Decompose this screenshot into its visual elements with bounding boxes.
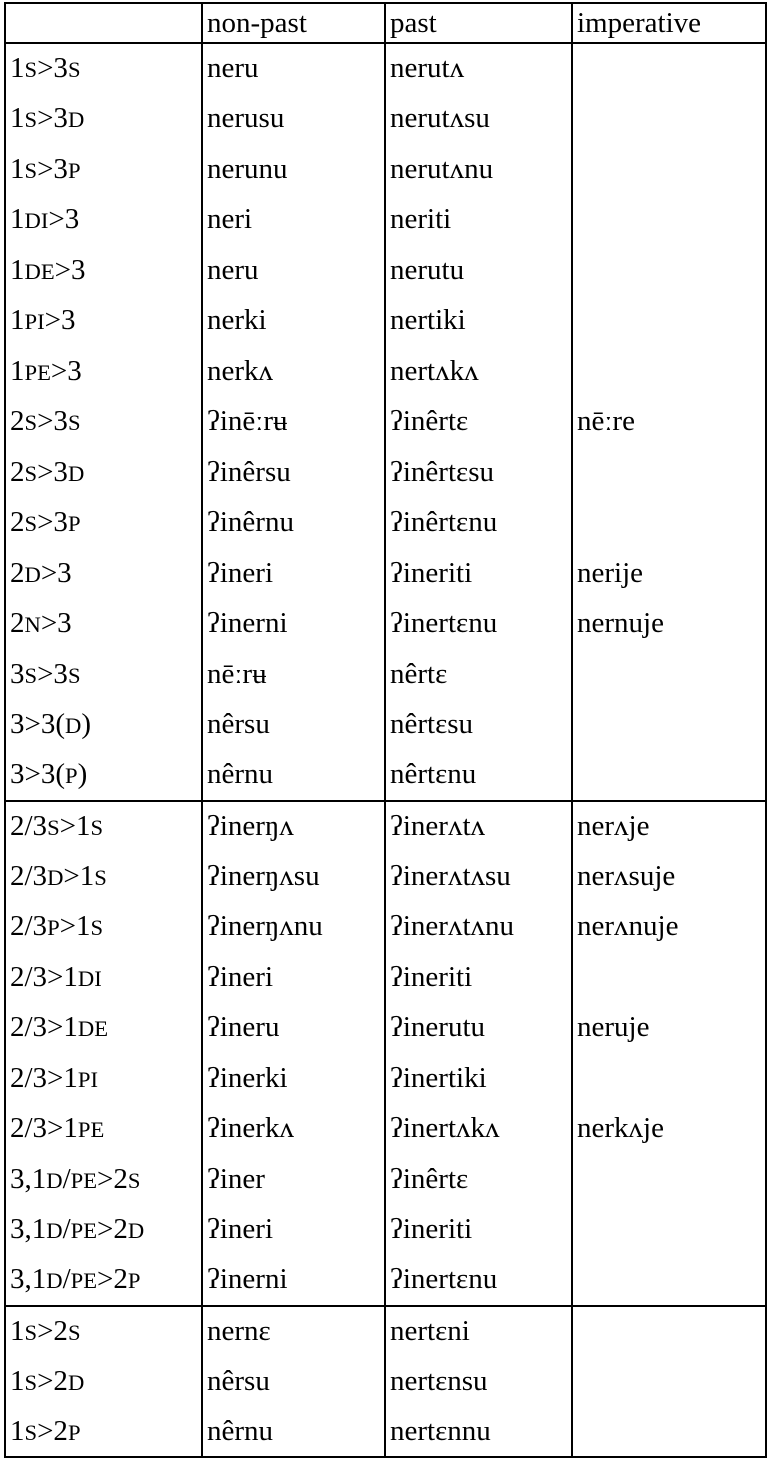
table-row (5, 94, 766, 145)
imperative-cell: nerkʌje (572, 1104, 766, 1155)
table-row (5, 801, 766, 852)
non-past-cell: nerkʌ (202, 346, 385, 397)
imperative-cell: nerije (572, 548, 766, 599)
header-non-past: non-past (202, 3, 385, 43)
table-row (5, 548, 766, 599)
person-cell: 1S>2D (5, 1356, 202, 1407)
non-past-cell: ʔinerŋʌ (202, 801, 385, 852)
table-row (5, 700, 766, 751)
imperative-cell (572, 1053, 766, 1104)
table-row (5, 952, 766, 1003)
non-past-cell: ʔinēːrʉ (202, 397, 385, 448)
non-past-cell: nerki (202, 296, 385, 347)
table-row (5, 296, 766, 347)
past-cell: nêrtɛsu (385, 700, 572, 751)
non-past-cell: ʔinerŋʌnu (202, 902, 385, 953)
person-cell: 3>3(P) (5, 750, 202, 801)
table-row (5, 346, 766, 397)
past-cell: ʔinêrtɛ (385, 1154, 572, 1205)
imperative-cell: nernuje (572, 599, 766, 650)
past-cell: ʔineriti (385, 1205, 572, 1256)
person-cell: 1S>3P (5, 144, 202, 195)
imperative-cell (572, 296, 766, 347)
past-cell: nerutʌ (385, 43, 572, 94)
imperative-cell: nerʌje (572, 801, 766, 852)
non-past-cell: nêrnu (202, 1407, 385, 1458)
non-past-cell: nêrsu (202, 1356, 385, 1407)
imperative-cell (572, 144, 766, 195)
past-cell: ʔineriti (385, 952, 572, 1003)
table-row (5, 750, 766, 801)
table-row (5, 1407, 766, 1458)
table-row (5, 1356, 766, 1407)
past-cell: nêrtɛnu (385, 750, 572, 801)
person-cell: 1S>2P (5, 1407, 202, 1458)
non-past-cell: ʔinerkʌ (202, 1104, 385, 1155)
person-cell: 3S>3S (5, 649, 202, 700)
table-row (5, 599, 766, 650)
person-cell: 1S>2S (5, 1306, 202, 1357)
table-row (5, 397, 766, 448)
imperative-cell (572, 94, 766, 145)
past-cell: nerutu (385, 245, 572, 296)
table-row (5, 851, 766, 902)
table-row (5, 498, 766, 549)
person-cell: 1S>3S (5, 43, 202, 94)
past-cell: ʔinerʌtʌ (385, 801, 572, 852)
person-cell: 1S>3D (5, 94, 202, 145)
person-cell: 2/3>1DI (5, 952, 202, 1003)
non-past-cell: nēːrʉ (202, 649, 385, 700)
past-cell: ʔinertɛnu (385, 599, 572, 650)
non-past-cell: ʔineri (202, 952, 385, 1003)
past-cell: nerutʌnu (385, 144, 572, 195)
imperative-cell (572, 1255, 766, 1306)
person-cell: 2/3P>1S (5, 902, 202, 953)
non-past-cell: neri (202, 195, 385, 246)
past-cell: ʔinêrtɛsu (385, 447, 572, 498)
imperative-cell: nerʌnuje (572, 902, 766, 953)
person-cell: 2/3S>1S (5, 801, 202, 852)
person-cell: 1DI>3 (5, 195, 202, 246)
past-cell: ʔinerʌtʌsu (385, 851, 572, 902)
past-cell: nertɛnnu (385, 1407, 572, 1458)
past-cell: nêrtɛ (385, 649, 572, 700)
past-cell: ʔineriti (385, 548, 572, 599)
person-cell: 3,1D/PE>2S (5, 1154, 202, 1205)
person-cell: 2/3>1PI (5, 1053, 202, 1104)
person-cell: 3,1D/PE>2P (5, 1255, 202, 1306)
table-row (5, 902, 766, 953)
table-row (5, 245, 766, 296)
past-cell: ʔinêrtɛnu (385, 498, 572, 549)
header-imperative: imperative (572, 3, 766, 43)
verb-paradigm-table (4, 2, 767, 1458)
header-person (5, 3, 202, 43)
person-cell: 3>3(D) (5, 700, 202, 751)
person-cell: 2S>3S (5, 397, 202, 448)
table-row (5, 43, 766, 94)
person-cell: 2/3>1PE (5, 1104, 202, 1155)
past-cell: nerutʌsu (385, 94, 572, 145)
past-cell: nertiki (385, 296, 572, 347)
person-cell: 2D>3 (5, 548, 202, 599)
non-past-cell: nêrsu (202, 700, 385, 751)
non-past-cell: ʔineru (202, 1003, 385, 1054)
table-row (5, 1255, 766, 1306)
person-cell: 1PE>3 (5, 346, 202, 397)
non-past-cell: neru (202, 245, 385, 296)
header-past: past (385, 3, 572, 43)
table-row (5, 1205, 766, 1256)
non-past-cell: ʔinêrsu (202, 447, 385, 498)
non-past-cell: ʔiner (202, 1154, 385, 1205)
table-row (5, 1053, 766, 1104)
table-row (5, 649, 766, 700)
non-past-cell: ʔinêrnu (202, 498, 385, 549)
person-cell: 2/3>1DE (5, 1003, 202, 1054)
non-past-cell: nêrnu (202, 750, 385, 801)
non-past-cell: ʔineri (202, 1205, 385, 1256)
person-cell: 1DE>3 (5, 245, 202, 296)
non-past-cell: nerunu (202, 144, 385, 195)
imperative-cell (572, 649, 766, 700)
past-cell: nertɛni (385, 1306, 572, 1357)
non-past-cell: nernɛ (202, 1306, 385, 1357)
person-cell: 2S>3P (5, 498, 202, 549)
imperative-cell (572, 1356, 766, 1407)
non-past-cell: neru (202, 43, 385, 94)
imperative-cell (572, 700, 766, 751)
imperative-cell (572, 1407, 766, 1458)
non-past-cell: ʔinerni (202, 1255, 385, 1306)
non-past-cell: ʔinerni (202, 599, 385, 650)
non-past-cell: ʔinerki (202, 1053, 385, 1104)
table-row (5, 1003, 766, 1054)
past-cell: ʔinerutu (385, 1003, 572, 1054)
past-cell: ʔinertʌkʌ (385, 1104, 572, 1155)
imperative-cell (572, 1154, 766, 1205)
imperative-cell: nerʌsuje (572, 851, 766, 902)
imperative-cell (572, 447, 766, 498)
past-cell: ʔinertɛnu (385, 1255, 572, 1306)
table-row (5, 144, 766, 195)
table-row (5, 447, 766, 498)
non-past-cell: nerusu (202, 94, 385, 145)
past-cell: ʔinerʌtʌnu (385, 902, 572, 953)
table-row (5, 1306, 766, 1357)
table-row (5, 195, 766, 246)
table-body (5, 43, 766, 1457)
past-cell: ʔinertiki (385, 1053, 572, 1104)
person-cell: 2S>3D (5, 447, 202, 498)
past-cell: ʔinêrtɛ (385, 397, 572, 448)
person-cell: 3,1D/PE>2D (5, 1205, 202, 1256)
past-cell: nertɛnsu (385, 1356, 572, 1407)
imperative-cell (572, 195, 766, 246)
person-cell: 2N>3 (5, 599, 202, 650)
imperative-cell (572, 1205, 766, 1256)
imperative-cell (572, 245, 766, 296)
past-cell: neriti (385, 195, 572, 246)
imperative-cell (572, 498, 766, 549)
imperative-cell: nēːre (572, 397, 766, 448)
imperative-cell: neruje (572, 1003, 766, 1054)
imperative-cell (572, 1306, 766, 1357)
person-cell: 1PI>3 (5, 296, 202, 347)
table-row (5, 1104, 766, 1155)
header-row (5, 3, 766, 43)
imperative-cell (572, 346, 766, 397)
non-past-cell: ʔineri (202, 548, 385, 599)
table-row (5, 1154, 766, 1205)
person-cell: 2/3D>1S (5, 851, 202, 902)
imperative-cell (572, 43, 766, 94)
imperative-cell (572, 952, 766, 1003)
non-past-cell: ʔinerŋʌsu (202, 851, 385, 902)
past-cell: nertʌkʌ (385, 346, 572, 397)
imperative-cell (572, 750, 766, 801)
